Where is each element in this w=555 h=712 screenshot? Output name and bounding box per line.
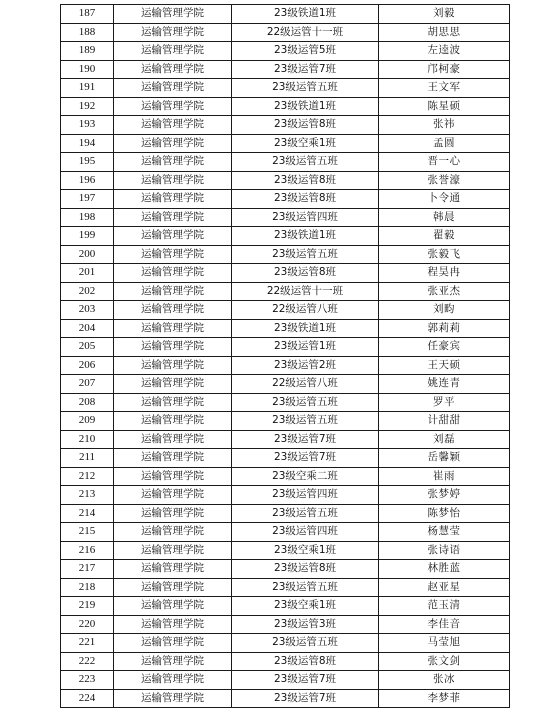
class-cell: 23级铁道1班 — [232, 97, 379, 116]
row-number-cell: 223 — [61, 671, 114, 690]
college-cell: 运输管理学院 — [114, 208, 232, 227]
table-row — [61, 523, 510, 542]
row-number-cell: 214 — [61, 504, 114, 523]
row-number-cell: 224 — [61, 689, 114, 708]
college-cell: 运输管理学院 — [114, 486, 232, 505]
student-name-cell: 张文剑 — [379, 652, 510, 671]
row-number-cell: 195 — [61, 153, 114, 172]
roster-sheet — [60, 4, 509, 708]
college-cell: 运输管理学院 — [114, 597, 232, 616]
college-cell: 运输管理学院 — [114, 338, 232, 357]
student-name-cell: 罗平 — [379, 393, 510, 412]
class-cell: 23级空乘1班 — [232, 597, 379, 616]
college-cell: 运输管理学院 — [114, 134, 232, 153]
student-name-cell: 郭莉莉 — [379, 319, 510, 338]
table-row — [61, 301, 510, 320]
table-row — [61, 319, 510, 338]
college-cell: 运输管理学院 — [114, 578, 232, 597]
row-number-cell: 208 — [61, 393, 114, 412]
college-cell: 运输管理学院 — [114, 356, 232, 375]
class-cell: 22级运管十一班 — [232, 23, 379, 42]
table-row — [61, 282, 510, 301]
class-cell: 23级空乘1班 — [232, 134, 379, 153]
table-row — [61, 671, 510, 690]
student-name-cell: 岳馨颖 — [379, 449, 510, 468]
row-number-cell: 221 — [61, 634, 114, 653]
college-cell: 运输管理学院 — [114, 467, 232, 486]
row-number-cell: 192 — [61, 97, 114, 116]
college-cell: 运输管理学院 — [114, 5, 232, 24]
table-row — [61, 42, 510, 61]
row-number-cell: 188 — [61, 23, 114, 42]
row-number-cell: 210 — [61, 430, 114, 449]
class-cell: 23级运管四班 — [232, 486, 379, 505]
class-cell: 23级空乘二班 — [232, 467, 379, 486]
college-cell: 运输管理学院 — [114, 671, 232, 690]
student-name-cell: 胡思思 — [379, 23, 510, 42]
table-row — [61, 97, 510, 116]
student-name-cell: 韩晨 — [379, 208, 510, 227]
college-cell: 运输管理学院 — [114, 190, 232, 209]
row-number-cell: 204 — [61, 319, 114, 338]
class-cell: 22级运管十一班 — [232, 282, 379, 301]
college-cell: 运输管理学院 — [114, 245, 232, 264]
class-cell: 23级运管四班 — [232, 208, 379, 227]
college-cell: 运输管理学院 — [114, 79, 232, 98]
row-number-cell: 193 — [61, 116, 114, 135]
student-name-cell: 林胜蓝 — [379, 560, 510, 579]
table-row — [61, 375, 510, 394]
class-cell: 23级运管五班 — [232, 393, 379, 412]
row-number-cell: 219 — [61, 597, 114, 616]
class-cell: 23级运管5班 — [232, 42, 379, 61]
student-name-cell: 陈星硕 — [379, 97, 510, 116]
class-cell: 23级铁道1班 — [232, 5, 379, 24]
student-name-cell: 晋一心 — [379, 153, 510, 172]
row-number-cell: 212 — [61, 467, 114, 486]
row-number-cell: 187 — [61, 5, 114, 24]
class-cell: 23级运管7班 — [232, 430, 379, 449]
row-number-cell: 222 — [61, 652, 114, 671]
table-row — [61, 5, 510, 24]
table-row — [61, 227, 510, 246]
college-cell: 运输管理学院 — [114, 560, 232, 579]
table-row — [61, 430, 510, 449]
class-cell: 23级运管1班 — [232, 338, 379, 357]
row-number-cell: 199 — [61, 227, 114, 246]
college-cell: 运输管理学院 — [114, 615, 232, 634]
table-row — [61, 652, 510, 671]
college-cell: 运输管理学院 — [114, 523, 232, 542]
college-cell: 运输管理学院 — [114, 634, 232, 653]
table-row — [61, 338, 510, 357]
college-cell: 运输管理学院 — [114, 449, 232, 468]
college-cell: 运输管理学院 — [114, 319, 232, 338]
row-number-cell: 217 — [61, 560, 114, 579]
class-cell: 23级运管五班 — [232, 412, 379, 431]
row-number-cell: 198 — [61, 208, 114, 227]
college-cell: 运输管理学院 — [114, 264, 232, 283]
row-number-cell: 211 — [61, 449, 114, 468]
roster-table — [60, 4, 510, 708]
row-number-cell: 215 — [61, 523, 114, 542]
college-cell: 运输管理学院 — [114, 23, 232, 42]
table-row — [61, 449, 510, 468]
college-cell: 运输管理学院 — [114, 375, 232, 394]
class-cell: 23级运管8班 — [232, 116, 379, 135]
student-name-cell: 陈梦怡 — [379, 504, 510, 523]
table-row — [61, 190, 510, 209]
student-name-cell: 杨慧莹 — [379, 523, 510, 542]
row-number-cell: 191 — [61, 79, 114, 98]
row-number-cell: 213 — [61, 486, 114, 505]
student-name-cell: 马莹旭 — [379, 634, 510, 653]
table-row — [61, 689, 510, 708]
class-cell: 23级运管五班 — [232, 634, 379, 653]
table-row — [61, 467, 510, 486]
class-cell: 22级运管八班 — [232, 375, 379, 394]
table-row — [61, 634, 510, 653]
student-name-cell: 张毅飞 — [379, 245, 510, 264]
class-cell: 23级运管7班 — [232, 671, 379, 690]
row-number-cell: 190 — [61, 60, 114, 79]
college-cell: 运输管理学院 — [114, 171, 232, 190]
table-row — [61, 245, 510, 264]
table-row — [61, 541, 510, 560]
college-cell: 运输管理学院 — [114, 97, 232, 116]
table-row — [61, 153, 510, 172]
row-number-cell: 196 — [61, 171, 114, 190]
class-cell: 23级运管五班 — [232, 245, 379, 264]
row-number-cell: 216 — [61, 541, 114, 560]
row-number-cell: 200 — [61, 245, 114, 264]
student-name-cell: 张誉濠 — [379, 171, 510, 190]
row-number-cell: 202 — [61, 282, 114, 301]
college-cell: 运输管理学院 — [114, 282, 232, 301]
class-cell: 22级运管八班 — [232, 301, 379, 320]
student-name-cell: 刘磊 — [379, 430, 510, 449]
class-cell: 23级运管7班 — [232, 60, 379, 79]
class-cell: 23级运管五班 — [232, 153, 379, 172]
class-cell: 23级运管8班 — [232, 560, 379, 579]
college-cell: 运输管理学院 — [114, 652, 232, 671]
class-cell: 23级铁道1班 — [232, 319, 379, 338]
student-name-cell: 王天硕 — [379, 356, 510, 375]
table-row — [61, 79, 510, 98]
college-cell: 运输管理学院 — [114, 430, 232, 449]
table-row — [61, 597, 510, 616]
college-cell: 运输管理学院 — [114, 541, 232, 560]
class-cell: 23级铁道1班 — [232, 227, 379, 246]
student-name-cell: 赵亚星 — [379, 578, 510, 597]
college-cell: 运输管理学院 — [114, 153, 232, 172]
class-cell: 23级空乘1班 — [232, 541, 379, 560]
table-row — [61, 560, 510, 579]
class-cell: 23级运管2班 — [232, 356, 379, 375]
college-cell: 运输管理学院 — [114, 60, 232, 79]
student-name-cell: 刘毅 — [379, 5, 510, 24]
college-cell: 运输管理学院 — [114, 42, 232, 61]
row-number-cell: 218 — [61, 578, 114, 597]
class-cell: 23级运管五班 — [232, 79, 379, 98]
class-cell: 23级运管7班 — [232, 449, 379, 468]
row-number-cell: 194 — [61, 134, 114, 153]
college-cell: 运输管理学院 — [114, 227, 232, 246]
class-cell: 23级运管五班 — [232, 504, 379, 523]
row-number-cell: 189 — [61, 42, 114, 61]
student-name-cell: 李梦菲 — [379, 689, 510, 708]
table-row — [61, 23, 510, 42]
table-row — [61, 264, 510, 283]
table-row — [61, 486, 510, 505]
college-cell: 运输管理学院 — [114, 412, 232, 431]
table-row — [61, 504, 510, 523]
table-row — [61, 578, 510, 597]
table-row — [61, 171, 510, 190]
table-row — [61, 60, 510, 79]
row-number-cell: 220 — [61, 615, 114, 634]
college-cell: 运输管理学院 — [114, 689, 232, 708]
student-name-cell: 程昊冉 — [379, 264, 510, 283]
class-cell: 23级运管8班 — [232, 264, 379, 283]
row-number-cell: 206 — [61, 356, 114, 375]
student-name-cell: 崔雨 — [379, 467, 510, 486]
row-number-cell: 205 — [61, 338, 114, 357]
student-name-cell: 卜令通 — [379, 190, 510, 209]
table-row — [61, 412, 510, 431]
class-cell: 23级运管8班 — [232, 190, 379, 209]
row-number-cell: 197 — [61, 190, 114, 209]
student-name-cell: 左逵波 — [379, 42, 510, 61]
student-name-cell: 刘畇 — [379, 301, 510, 320]
row-number-cell: 209 — [61, 412, 114, 431]
college-cell: 运输管理学院 — [114, 116, 232, 135]
student-name-cell: 任豪宾 — [379, 338, 510, 357]
class-cell: 23级运管8班 — [232, 171, 379, 190]
row-number-cell: 201 — [61, 264, 114, 283]
student-name-cell: 姚连青 — [379, 375, 510, 394]
college-cell: 运输管理学院 — [114, 301, 232, 320]
table-row — [61, 208, 510, 227]
class-cell: 23级运管8班 — [232, 652, 379, 671]
student-name-cell: 张冰 — [379, 671, 510, 690]
class-cell: 23级运管四班 — [232, 523, 379, 542]
class-cell: 23级运管五班 — [232, 578, 379, 597]
table-row — [61, 615, 510, 634]
table-row — [61, 134, 510, 153]
table-row — [61, 356, 510, 375]
student-name-cell: 邝柯豪 — [379, 60, 510, 79]
class-cell: 23级运管7班 — [232, 689, 379, 708]
student-name-cell: 翟毅 — [379, 227, 510, 246]
student-name-cell: 王文军 — [379, 79, 510, 98]
college-cell: 运输管理学院 — [114, 393, 232, 412]
row-number-cell: 203 — [61, 301, 114, 320]
table-row — [61, 393, 510, 412]
student-name-cell: 孟圆 — [379, 134, 510, 153]
student-name-cell: 李佳音 — [379, 615, 510, 634]
table-row — [61, 116, 510, 135]
row-number-cell: 207 — [61, 375, 114, 394]
student-name-cell: 张诗语 — [379, 541, 510, 560]
student-name-cell: 范玉清 — [379, 597, 510, 616]
class-cell: 23级运管3班 — [232, 615, 379, 634]
student-name-cell: 张祎 — [379, 116, 510, 135]
student-name-cell: 张亚杰 — [379, 282, 510, 301]
college-cell: 运输管理学院 — [114, 504, 232, 523]
student-name-cell: 张梦婷 — [379, 486, 510, 505]
roster-table-body — [61, 5, 510, 708]
student-name-cell: 计甜甜 — [379, 412, 510, 431]
